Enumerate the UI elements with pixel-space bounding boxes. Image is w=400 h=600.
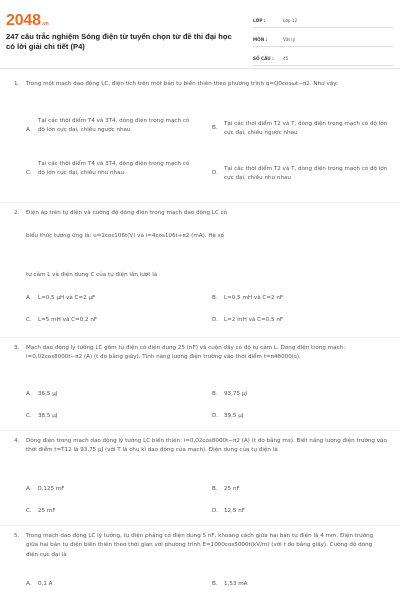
question-text: Trong một mạch dao động LC, điện tích trên một bản tụ biến thiên theo phương trình q=Q0cosωt−π2. Như vậy: bbox=[26, 81, 339, 87]
socau-value: 45 bbox=[283, 56, 289, 61]
logo-suffix: .vn bbox=[41, 21, 49, 27]
question-text: Dòng điện trong mạch dao động lý tưởng LC biến thiên: i=0,02cos8000t−π2 (A) (t đo bằng ms). Biết năng lượng điện trường vào thời điểm t=T12 là 93,75 μJ (với T là chu kì dao động của mạch). Điện dung của tụ điện là bbox=[26, 438, 387, 454]
option-letter: D. bbox=[212, 413, 219, 419]
option-letter: D. bbox=[212, 170, 219, 176]
option-letter: C. bbox=[26, 170, 32, 176]
question-5 bbox=[14, 532, 388, 560]
question-text-continued: biểu thức tương ứng là: u=2cos106t(V) và i=4cos106t+π2 (mA). Hệ số bbox=[26, 233, 225, 239]
option-5a[interactable] bbox=[26, 580, 196, 589]
lop-value: Lớp 12 bbox=[283, 18, 298, 23]
option-letter: A. bbox=[26, 127, 32, 133]
mon-value: Vật lý bbox=[283, 37, 296, 42]
option-2c[interactable] bbox=[26, 316, 196, 325]
option-text: 36,5 μJ bbox=[38, 391, 58, 397]
option-4d[interactable] bbox=[212, 507, 382, 516]
option-letter: D. bbox=[212, 317, 219, 323]
document-title: 247 câu trắc nghiệm Sóng điện từ tuyển chọn từ đề thi đại học có lời giải chi tiết (P4) bbox=[6, 32, 232, 51]
option-4c[interactable] bbox=[26, 507, 196, 516]
question-2 bbox=[14, 209, 388, 218]
option-text: 25 mF bbox=[38, 508, 56, 514]
option-text: 38,5 μJ bbox=[38, 413, 58, 419]
question-divider bbox=[0, 525, 400, 526]
socau-label: SỐ CÂU : bbox=[253, 56, 274, 61]
option-text: 1,53 mA bbox=[224, 581, 248, 587]
option-3b[interactable] bbox=[212, 390, 382, 399]
lop-label: LỚP : bbox=[253, 18, 266, 23]
question-number: 4. bbox=[14, 438, 20, 444]
option-text: L=2 mH và C=0,5 nF bbox=[224, 317, 284, 323]
question-number: 2. bbox=[14, 210, 20, 216]
option-letter: A. bbox=[26, 295, 32, 301]
option-text: 25 nF bbox=[224, 486, 240, 492]
meta-row-mon bbox=[253, 33, 393, 47]
option-3a[interactable] bbox=[26, 390, 196, 399]
page-header bbox=[0, 0, 400, 66]
question-4 bbox=[14, 437, 388, 456]
option-text: L=5 mH và C=0,2 nF bbox=[38, 317, 98, 323]
question-number: 5. bbox=[14, 533, 20, 539]
question-1 bbox=[14, 80, 388, 89]
option-text: 39,5 μJ bbox=[224, 413, 244, 419]
option-3d[interactable] bbox=[212, 412, 382, 421]
option-letter: B. bbox=[212, 125, 218, 131]
option-text: L=0,5 mH và C=2 nF bbox=[224, 295, 284, 301]
option-letter: B. bbox=[212, 391, 218, 397]
option-3c[interactable] bbox=[26, 412, 196, 421]
question-divider bbox=[0, 430, 400, 431]
question-text: Mạch dao động lý tưởng LC gồm tụ điện có điện dung 25 (nF) và cuộn dây có độ tự cảm L. Dòng điện trong mạch: i=0,02cos8000t−π2 (A) (t đo bằng giây). Tính năng lượng điện trường vào thời điểm t=π48000(s). bbox=[26, 345, 346, 361]
option-letter: C. bbox=[26, 508, 32, 514]
option-1a[interactable] bbox=[26, 117, 194, 136]
option-text: 12,5 nF bbox=[224, 508, 245, 514]
option-letter: A. bbox=[26, 486, 32, 492]
option-5b[interactable] bbox=[212, 580, 382, 589]
option-letter: A. bbox=[26, 581, 32, 587]
option-letter: C. bbox=[26, 317, 32, 323]
logo-text: 2048 bbox=[6, 12, 41, 29]
question-2-line-3 bbox=[14, 271, 388, 280]
question-text: Điện áp trên tụ điện và cường độ dòng điện trong mạch dao động LC có bbox=[26, 210, 228, 216]
option-2b[interactable] bbox=[212, 294, 382, 303]
meta-row-lop bbox=[253, 14, 393, 28]
option-text: Tại các thời điểm T2 và T, dòng điện trong mạch có độ lớn cực đại, chiều như nhau bbox=[224, 166, 388, 182]
option-letter: B. bbox=[212, 486, 218, 492]
option-4b[interactable] bbox=[212, 485, 382, 494]
question-number: 3. bbox=[14, 345, 20, 351]
document-meta bbox=[253, 14, 393, 71]
option-2d[interactable] bbox=[212, 316, 382, 325]
question-divider bbox=[0, 337, 400, 338]
question-3 bbox=[14, 344, 388, 363]
mon-label: MÔN : bbox=[253, 37, 268, 42]
meta-row-socau bbox=[253, 52, 393, 66]
question-text: Trong mạch dao động LC lý tưởng, tụ điện phẳng có điện dung 5 nF, khoảng cách giữa hai bản tụ điện là 4 mm. Điện trường giữa hai bản tụ điện biến thiên theo thời gian với phương trình E=1000cos5000t(kV/m) (với t đo bằng giây). Cường độ dòng điện cực đại là bbox=[26, 533, 374, 558]
option-1c[interactable] bbox=[26, 160, 194, 179]
option-letter: A. bbox=[26, 391, 32, 397]
option-1d[interactable] bbox=[212, 165, 392, 184]
question-divider bbox=[0, 202, 400, 203]
option-letter: D. bbox=[212, 508, 219, 514]
site-logo[interactable] bbox=[6, 12, 48, 30]
option-text: Tại các thời điểm T4 và 3T4, dòng điện trong mạch có độ lớn cực đại, chiều ngược nhau bbox=[38, 118, 190, 134]
option-letter: B. bbox=[212, 295, 218, 301]
option-text: 0,125 mF bbox=[38, 486, 65, 492]
option-letter: C. bbox=[26, 413, 32, 419]
option-text: 0,1 A bbox=[38, 581, 53, 587]
question-2-line-2 bbox=[14, 232, 388, 241]
option-text: 93,75 μJ bbox=[224, 391, 248, 397]
option-text: L=0,5 μH và C=2 μF bbox=[38, 295, 96, 301]
header-divider bbox=[0, 68, 400, 69]
option-text: Tại các thời điểm T2 và T, dòng điện trong mạch có độ lớn cực đại, chiều ngược nhau bbox=[224, 121, 388, 137]
option-2a[interactable] bbox=[26, 294, 196, 303]
option-letter: B. bbox=[212, 581, 218, 587]
option-4a[interactable] bbox=[26, 485, 196, 494]
option-1b[interactable] bbox=[212, 120, 392, 139]
option-text: Tại các thời điểm T4 và 3T4, dòng điện trong mạch có độ lớn cực đại, chiều như nhau bbox=[38, 161, 190, 177]
question-text-continued: tự cảm L và điện dung C của tụ điện lần lượt là bbox=[26, 272, 158, 278]
question-number: 1. bbox=[14, 81, 20, 87]
